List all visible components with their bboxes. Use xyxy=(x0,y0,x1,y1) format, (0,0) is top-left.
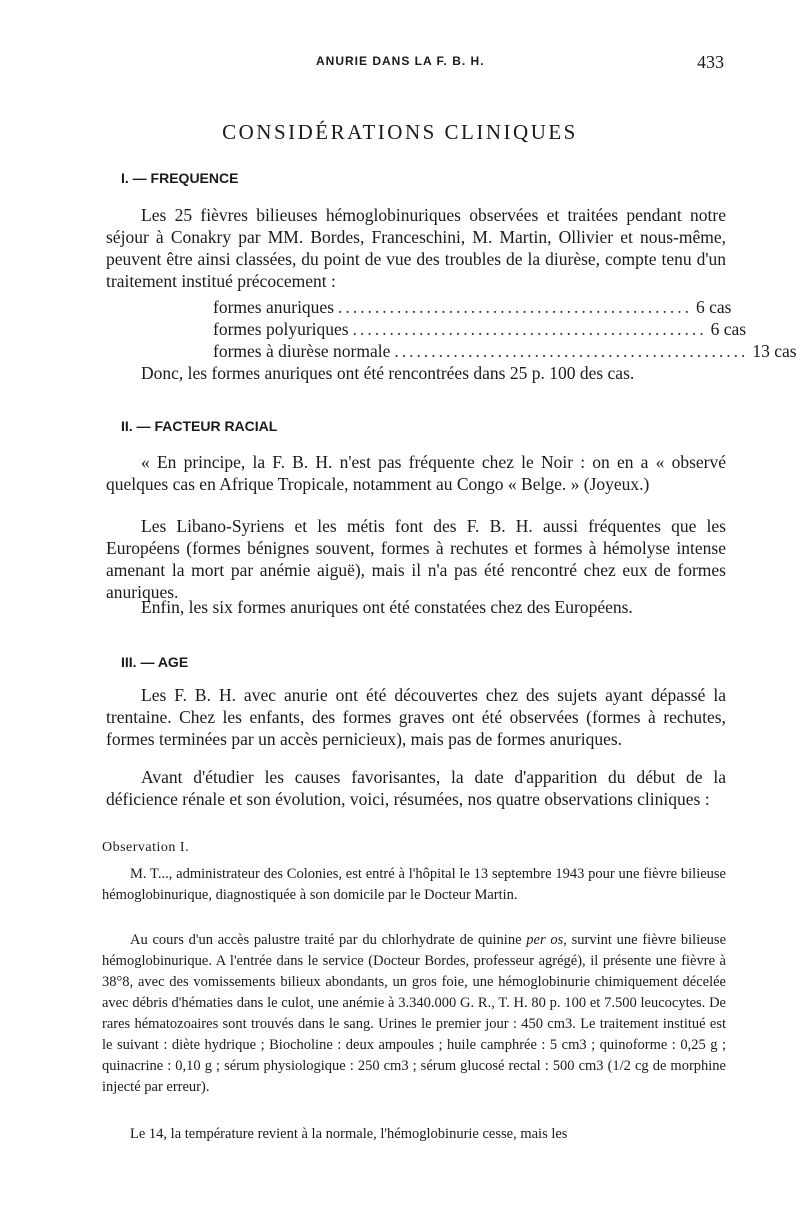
joyeux-quote: « En principe, la F. B. H. n'est pas fréquente chez le Noir : on en a « observé quelques cas en Afrique Tropicale, notamment au Congo « Belge. » (Joyeux.) xyxy=(106,452,726,494)
age-paragraph-1: Les F. B. H. avec anurie ont été découvertes chez des sujets ayant dépassé la trentaine. Chez les enfants, des formes graves ont été observées (formes à rechutes, formes terminées par un accès pernicieux), mais pas de formes anuriques. xyxy=(106,685,726,749)
observation-text: Au cours d'un accès palustre traité par du chlorhydrate de quinine xyxy=(130,932,527,948)
section-heading-facteur-racial: II. — FACTEUR RACIAL xyxy=(121,418,278,434)
racial-paragraph-1: Les Libano-Syriens et les métis font des F. B. H. aussi fréquentes que les Européens (formes bénignes souvent, formes à rechutes et formes à hémolyse intense amenant la mort par anémie aiguë), mais il n'a pas été rencontré chez eux de formes anuriques. xyxy=(106,516,726,602)
form-value: 6 cas xyxy=(710,319,747,339)
frequence-intro: Les 25 fièvres bilieuses hémoglobinuriques observées et traitées pendant notre séjour à Conakry par MM. Bordes, Franceschini, M. Martin, Ollivier et nous-même, peuvent être ainsi classées, du point de vue des troubles de la diurèse, compte tenu d'un traitement institué précocement : xyxy=(106,205,726,291)
page-number: 433 xyxy=(697,52,724,72)
observation-text: , survint une fièvre bilieuse hémoglobinurique. A l'entrée dans le service (Docteur Bordes, professeur agrégé), il présente une fièvre à 38°8, avec des vomissements bilieux abondants, un gros foie, une hémoglobinurie chimiquement décelée avec débris d'hématies dans le culot, une anémie à 3.340.000 G. R., T. H. 80 p. 100 et 7.500 leucocytes. De rares hématozoaires sont trouvés dans le sang. Urines le premier jour : 450 cm3. Le traitement institué est le suivant : diète hydrique ; Biocholine : deux ampoules ; huile camphrée : 5 cm3 ; quinoforme : 0,25 g ; quinacrine : 0,10 g ; sérum physiologique : 250 cm3 ; sérum glucosé rectal : 500 cm3 (1/2 cg de morphine injecté par erreur). xyxy=(102,932,727,1095)
leader-dots: ................................................ xyxy=(338,297,693,317)
form-value: 6 cas xyxy=(696,297,732,317)
observation-paragraph-2 xyxy=(102,930,726,1098)
section-heading-age: III. — AGE xyxy=(121,654,189,670)
form-label: formes anuriques xyxy=(213,297,335,317)
leader-dots: ................................................ xyxy=(352,319,707,339)
form-row-polyuriques xyxy=(213,318,747,340)
age-paragraph-2: Avant d'étudier les causes favorisantes, la date d'apparition du début de la déficience rénale et son évolution, voici, résumées, nos quatre observations cliniques : xyxy=(106,767,726,809)
form-row-diurese-normale xyxy=(213,340,797,362)
running-head xyxy=(0,52,800,76)
leader-dots: ................................................ xyxy=(394,341,749,361)
observation-paragraph-3: Le 14, la température revient à la normale, l'hémoglobinurie cesse, mais les xyxy=(130,1126,568,1142)
form-row-anuriques xyxy=(213,296,732,318)
racial-paragraph-2: Enfin, les six formes anuriques ont été constatées chez des Européens. xyxy=(141,597,633,617)
observation-italic-text: per os xyxy=(526,932,564,948)
form-value: 13 cas xyxy=(752,341,797,361)
forms-list xyxy=(213,296,797,362)
frequence-conclusion: Donc, les formes anuriques ont été rencontrées dans 25 p. 100 des cas. xyxy=(141,363,635,383)
form-label: formes polyuriques xyxy=(213,319,349,339)
observation-heading: Observation I. xyxy=(102,840,190,855)
main-heading: CONSIDÉRATIONS CLINIQUES xyxy=(222,120,578,145)
running-title: ANURIE DANS LA F. B. H. xyxy=(316,54,485,68)
observation-paragraph-1: M. T..., administrateur des Colonies, est entré à l'hôpital le 13 septembre 1943 pour une fièvre bilieuse hémoglobinurique, diagnostiquée à son domicile par le Docteur Martin. xyxy=(102,866,726,903)
section-heading-frequence: I. — FREQUENCE xyxy=(121,170,239,186)
form-label: formes à diurèse normale xyxy=(213,341,391,361)
